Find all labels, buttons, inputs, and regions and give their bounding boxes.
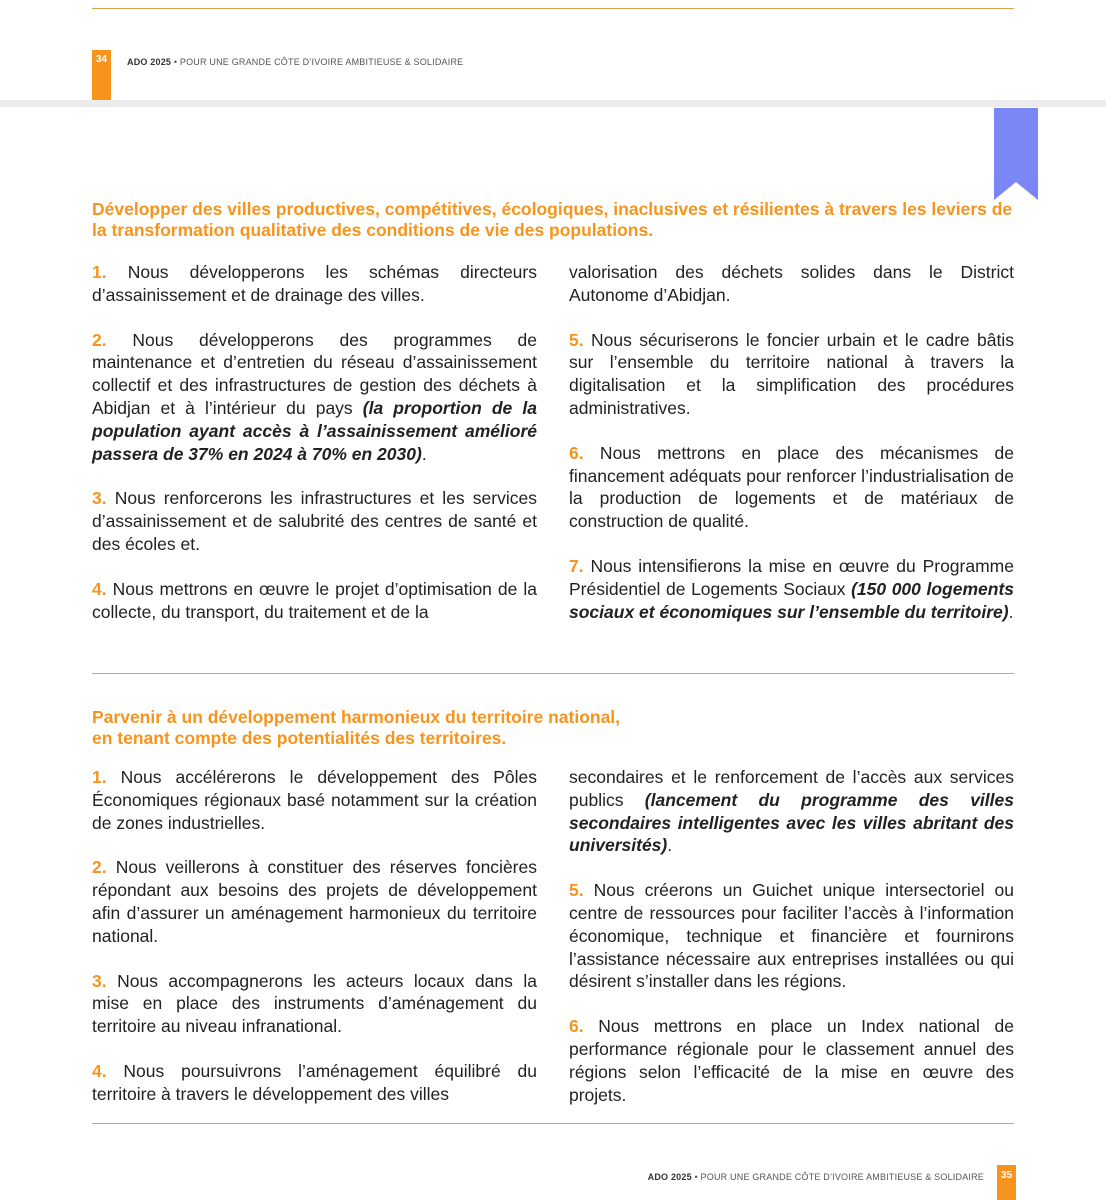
list-item: [92, 487, 537, 555]
list-item: [569, 555, 1014, 623]
page-number-tab-35: [997, 1165, 1016, 1200]
section1-left-column: [92, 261, 537, 623]
item-text: Nous accélérerons le développement des Pôles Économiques régionaux basé notamment sur la création de zones industrielles.: [92, 767, 537, 833]
list-item: [92, 261, 537, 307]
list-item-continuation: [569, 261, 1014, 307]
item-number: 2.: [92, 857, 107, 878]
item-text: Nous développerons les schémas directeurs d’assainissement et de drainage des villes.: [92, 262, 537, 305]
item-text: secondaires et le renforcement de l’accès aux services publics: [569, 767, 1014, 810]
section-title: [92, 707, 1014, 749]
item-text: Nous accompagnerons les acteurs locaux dans la mise en place des instruments d’aménagement du territoire au niveau infranational.: [92, 970, 537, 1037]
item-number: 2.: [92, 329, 107, 350]
list-item: [92, 329, 537, 466]
item-number: 1.: [92, 767, 107, 787]
item-emphasis: (150 000 logements sociaux et économiques sur l’ensemble du territoire): [569, 578, 1015, 622]
item-tail: .: [421, 443, 427, 464]
item-text: Nous mettrons en œuvre le projet d’optimisation de la collecte, du transport, du traitement et de la: [92, 578, 537, 622]
top-rule: [92, 8, 1014, 9]
item-text: valorisation des déchets solides dans le District Autonome d’Abidjan.: [569, 262, 1014, 305]
running-head-brand: ADO 2025: [647, 1172, 692, 1182]
item-number: 3.: [92, 970, 107, 991]
item-number: 4.: [92, 1060, 107, 1081]
list-item-continuation: [569, 766, 1014, 857]
item-text: Nous mettrons en place des mécanismes de financement adéquats pour renforcer l’industrialisation de la production de logements et de matériaux de construction de qualité.: [569, 442, 1014, 532]
list-item: [92, 1060, 537, 1106]
item-number: 4.: [92, 578, 107, 599]
section2-title-line2: en tenant compte des potentialités des territoires.: [92, 728, 507, 748]
item-number: 5.: [569, 329, 584, 350]
running-head-brand: ADO 2025: [127, 57, 172, 67]
item-number: 5.: [569, 880, 584, 901]
section-title: [92, 199, 1014, 241]
item-text: Nous renforcerons les infrastructures et les services d’assainissement et de salubrité des centres de santé et des écoles et.: [92, 488, 537, 554]
list-item: [92, 856, 537, 947]
item-number: 6.: [569, 1016, 584, 1037]
page-gap: [0, 100, 1106, 107]
list-item: [569, 1015, 1014, 1106]
running-head-separator: •: [694, 1172, 698, 1182]
item-emphasis: (lancement du programme des villes secondaires intelligentes avec les villes abritant des universités): [569, 789, 1014, 856]
section2-title-line1: Parvenir à un développement harmonieux du territoire national,: [92, 707, 621, 727]
item-number: 7.: [569, 555, 584, 576]
item-text: Nous mettrons en place un Index national de performance régionale pour le classement annuel des régions selon l’efficacité de la mise en œuvre des projets.: [569, 1016, 1014, 1105]
list-item: [569, 329, 1014, 420]
running-head-top: [127, 57, 463, 67]
page-number: 34: [95, 54, 108, 65]
item-text: Nous veillerons à constituer des réserves foncières répondant aux besoins des projets de développement afin d’assurer un aménagement harmonieux du territoire national.: [92, 857, 537, 946]
item-text: Nous sécuriserons le foncier urbain et le cadre bâtis sur l’ensemble du territoire national à travers la digitalisation et la simplification des procédures administratives.: [569, 329, 1014, 418]
running-head-bottom: [648, 1172, 984, 1182]
running-head-subtitle: POUR UNE GRANDE CÔTE D’IVOIRE AMBITIEUSE & SOLIDAIRE: [700, 1172, 984, 1182]
item-tail: .: [667, 835, 673, 856]
list-item: [569, 879, 1014, 993]
item-tail: .: [1008, 601, 1014, 622]
item-number: 6.: [569, 442, 584, 463]
item-number: 3.: [92, 488, 107, 509]
running-head-separator: •: [173, 57, 178, 67]
list-item: [92, 970, 537, 1038]
item-text: Nous développerons des programmes de maintenance et d’entretien du réseau d’assainissement collectif et des infrastructures de gestion des déchets à Abidjan et à l’intérieur du pays: [92, 329, 537, 418]
page-number: 35: [1000, 1170, 1013, 1181]
section2-left-column: [92, 766, 537, 1106]
list-item: [92, 578, 537, 624]
page-number-tab-34: [92, 50, 111, 100]
item-emphasis: (la proportion de la population ayant accès à l’assainissement amélioré passera de 37% en 2024 à 70% en 2030): [92, 397, 537, 464]
list-item: [92, 766, 537, 834]
item-text: Nous créerons un Guichet unique intersectoriel ou centre de ressources pour faciliter l’accès à l’information économique, technique et financière et fournirons l’assistance nécessaire aux entreprises installées ou qui désirent s’installer dans les régions.: [569, 880, 1014, 992]
item-number: 1.: [92, 262, 107, 282]
section1-title: Développer des villes productives, compétitives, écologiques, inaclusives et résilientes à travers les leviers de la transformation qualitative des conditions de vie des populations.: [92, 199, 1013, 240]
bookmark-icon[interactable]: [994, 108, 1038, 200]
item-text: Nous intensifierons la mise en œuvre du Programme Présidentiel de Logements Sociaux: [569, 555, 1014, 599]
section-divider: [92, 673, 1014, 674]
section1-right-column: [569, 261, 1014, 623]
bottom-rule: [92, 1123, 1014, 1124]
section2-right-column: [569, 766, 1014, 1106]
list-item: [569, 442, 1014, 533]
running-head-subtitle: POUR UNE GRANDE CÔTE D’IVOIRE AMBITIEUSE & SOLIDAIRE: [179, 57, 464, 67]
item-text: Nous poursuivrons l’aménagement équilibré du territoire à travers le développement des villes: [92, 1060, 537, 1104]
